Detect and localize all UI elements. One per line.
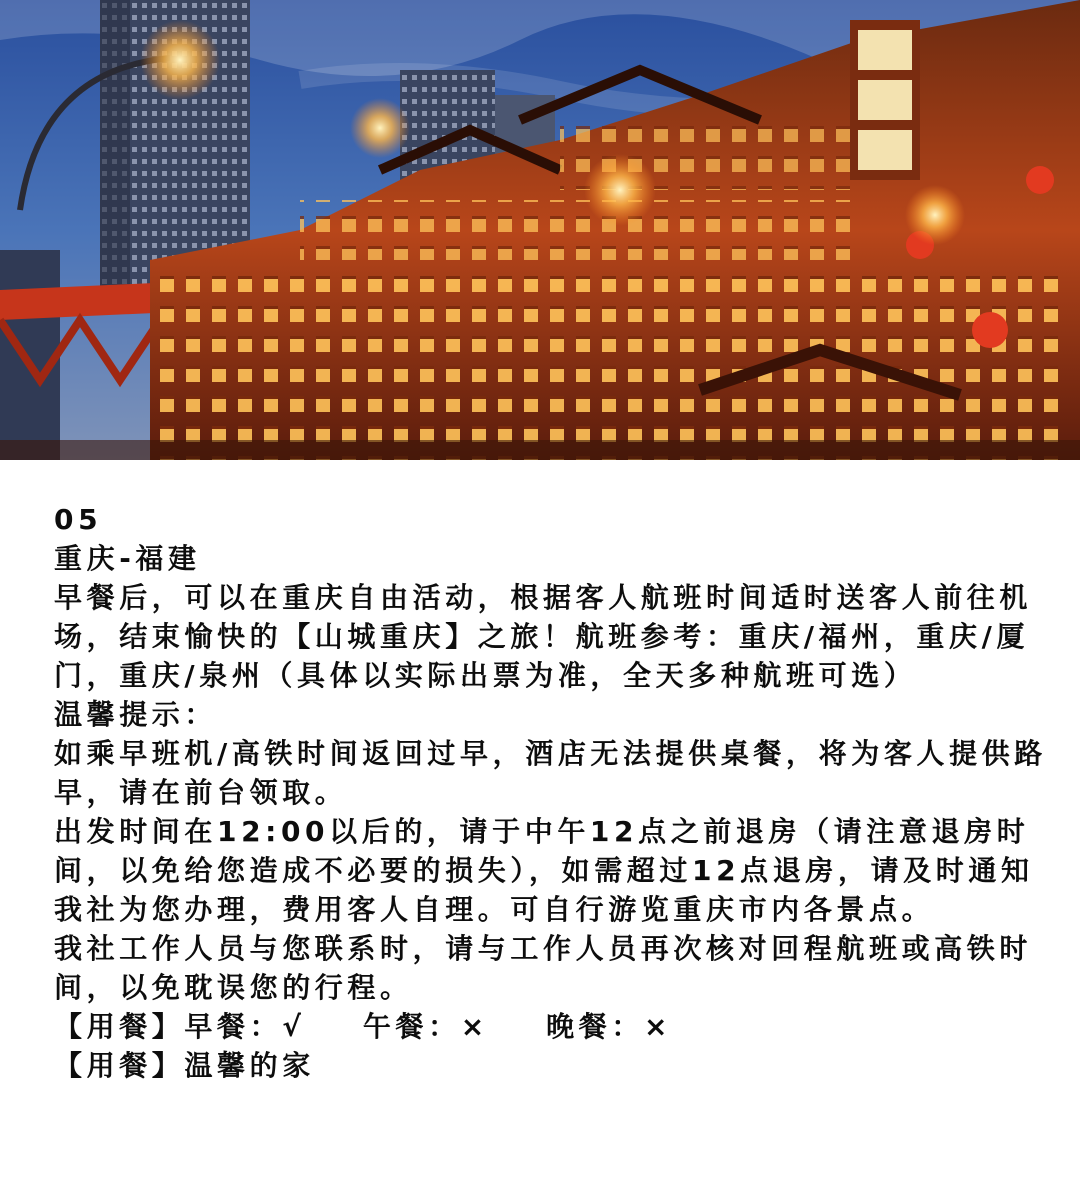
tip-item: 出发时间在12:00以后的，请于中午12点之前退房（请注意退房时间，以免给您造成不必要的损失），如需超过12点退房，请及时通知我社为您办理，费用客人自理。可自行游览重庆市内各景点。 [54, 815, 1034, 926]
meal-breakfast: 早餐：√ [184, 1010, 306, 1043]
itinerary-content [54, 500, 1054, 1085]
hotel-line [54, 1046, 1054, 1085]
tip-item: 我社工作人员与您联系时，请与工作人员再次核对回程航班或高铁时间，以免耽误您的行程。 [54, 932, 1033, 1004]
tips-heading: 温馨提示： [54, 698, 218, 731]
meals-label: 【用餐】 [54, 1010, 185, 1043]
cityscape-illustration [0, 0, 1080, 460]
day-number: 05 [54, 503, 103, 536]
hotel-label: 【用餐】 [54, 1049, 185, 1082]
itinerary-description: 早餐后，可以在重庆自由活动，根据客人航班时间适时送客人前往机场，结束愉快的【山城重庆】之旅！航班参考：重庆/福州，重庆/厦门，重庆/泉州（具体以实际出票为准，全天多种航班可选） [54, 581, 1033, 692]
hotel-value: 温馨的家 [184, 1049, 315, 1082]
day-route: 重庆-福建 [54, 542, 201, 575]
meals-line [54, 1007, 1054, 1046]
tip-item: 如乘早班机/高铁时间返回过早，酒店无法提供桌餐，将为客人提供路早，请在前台领取。 [54, 737, 1047, 809]
meal-lunch: 午餐：× [362, 1010, 489, 1043]
hero-photo-chongqing-night [0, 0, 1080, 460]
meal-dinner: 晚餐：× [546, 1010, 673, 1043]
